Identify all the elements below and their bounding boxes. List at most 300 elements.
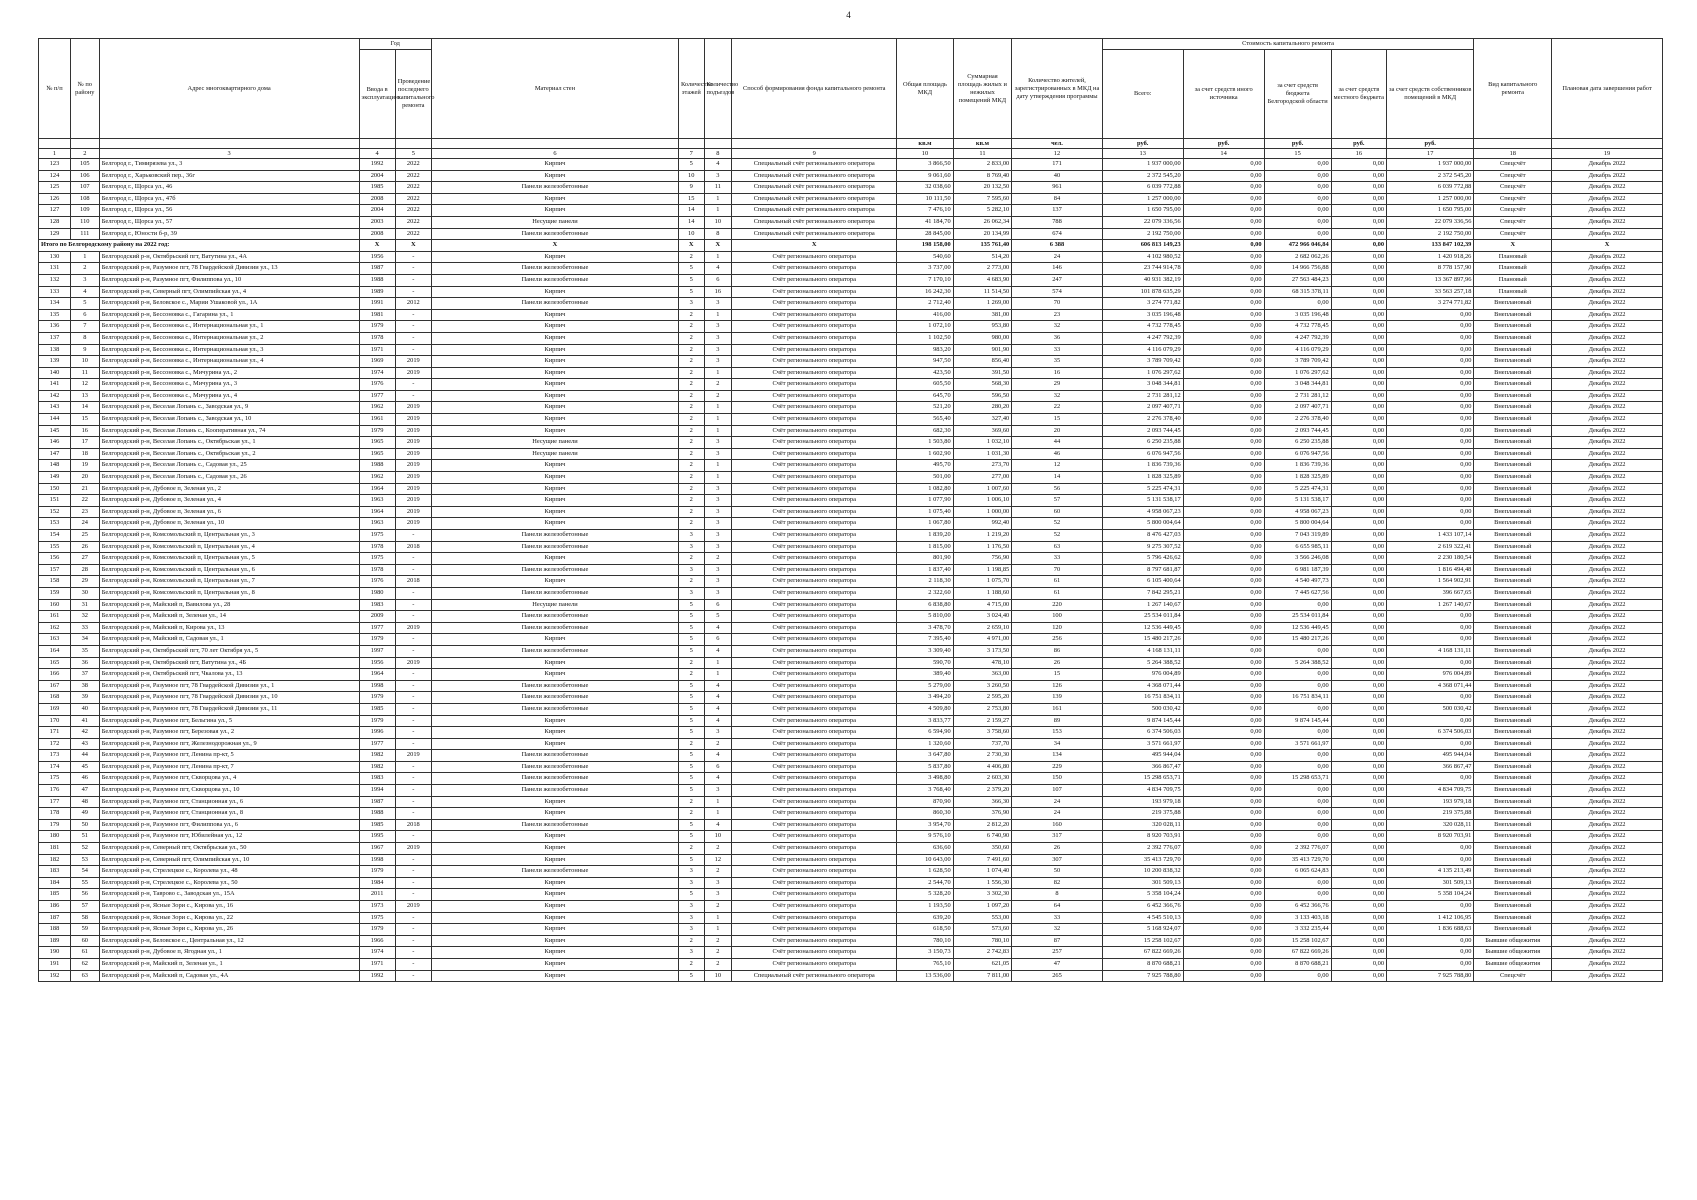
table-cell: 33 bbox=[1012, 553, 1103, 565]
table-cell: 1978 bbox=[359, 541, 395, 553]
table-cell: Панели железобетонные bbox=[431, 703, 678, 715]
unit-cell: руб. bbox=[1331, 139, 1386, 149]
table-cell: 0,00 bbox=[1331, 182, 1386, 194]
table-cell: 3 bbox=[704, 877, 732, 889]
column-number: 11 bbox=[953, 149, 1012, 159]
table-cell: 14 966 756,88 bbox=[1264, 263, 1331, 275]
table-cell: 1 188,60 bbox=[953, 587, 1012, 599]
table-cell: 0,00 bbox=[1183, 854, 1264, 866]
table-cell: 1 bbox=[704, 367, 732, 379]
table-cell: 1971 bbox=[359, 344, 395, 356]
table-cell: 1978 bbox=[359, 564, 395, 576]
table-cell: 55 bbox=[70, 877, 99, 889]
table-row bbox=[39, 634, 1663, 646]
table-cell: 0,00 bbox=[1183, 553, 1264, 565]
table-cell: 2 bbox=[678, 425, 704, 437]
col-header: за счет средств бюджета Белгородской области bbox=[1264, 50, 1331, 139]
table-cell: Белгородский р-н, Беловское с., Центральная ул., 12 bbox=[99, 935, 359, 947]
table-cell: 280,20 bbox=[953, 402, 1012, 414]
table-cell: Белгородский р-н, Комсомольский п, Центральная ул., 7 bbox=[99, 576, 359, 588]
table-cell: Кирпич bbox=[431, 402, 678, 414]
table-cell: Декабрь 2022 bbox=[1552, 866, 1663, 878]
table-cell: - bbox=[395, 680, 431, 692]
table-cell: 1963 bbox=[359, 518, 395, 530]
table-cell: 0,00 bbox=[1387, 379, 1474, 391]
table-row bbox=[39, 750, 1663, 762]
table-cell: 0,00 bbox=[1331, 495, 1386, 507]
table-cell: 4 bbox=[704, 692, 732, 704]
table-cell: 155 bbox=[39, 541, 71, 553]
table-cell: 144 bbox=[39, 414, 71, 426]
table-cell: Панели железобетонные bbox=[431, 785, 678, 797]
table-cell: 16 751 834,11 bbox=[1264, 692, 1331, 704]
table-cell: 1964 bbox=[359, 483, 395, 495]
table-cell: 23 bbox=[70, 506, 99, 518]
table-cell: 788 bbox=[1012, 216, 1103, 228]
unit-cell: руб. bbox=[1102, 139, 1183, 149]
table-cell: Белгородский р-н, Веселая Лопань с., Октябрьская ул., 2 bbox=[99, 448, 359, 460]
table-cell: Плановый bbox=[1474, 263, 1552, 275]
table-cell: Счёт регионального оператора bbox=[732, 958, 897, 970]
table-cell: 645,70 bbox=[897, 390, 953, 402]
table-cell: 0,00 bbox=[1183, 286, 1264, 298]
table-cell: 2008 bbox=[359, 228, 395, 240]
table-cell: 5 800 004,64 bbox=[1264, 518, 1331, 530]
table-cell: 177 bbox=[39, 796, 71, 808]
table-cell: 45 bbox=[70, 761, 99, 773]
table-cell: 4 545 510,13 bbox=[1102, 912, 1183, 924]
col-header: за счет средств собственников помещений в МКД bbox=[1387, 50, 1474, 139]
table-cell: 137 bbox=[39, 332, 71, 344]
table-cell: 5 282,10 bbox=[953, 205, 1012, 217]
table-cell: 0,00 bbox=[1183, 541, 1264, 553]
table-row bbox=[39, 460, 1663, 472]
table-cell: 1976 bbox=[359, 576, 395, 588]
table-cell: 0,00 bbox=[1183, 715, 1264, 727]
table-cell: 1974 bbox=[359, 947, 395, 959]
table-cell: Несущие панели bbox=[431, 599, 678, 611]
table-cell: Белгородский р-н, Бессоновка с., Интернациональная ул., 3 bbox=[99, 344, 359, 356]
table-cell: 0,00 bbox=[1183, 159, 1264, 171]
table-cell: Панели железобетонные bbox=[431, 692, 678, 704]
table-cell: 3 bbox=[704, 785, 732, 797]
unit-cell bbox=[99, 139, 359, 149]
table-cell: 15 258 102,67 bbox=[1102, 935, 1183, 947]
table-cell: Декабрь 2022 bbox=[1552, 159, 1663, 171]
table-cell: 0,00 bbox=[1331, 170, 1386, 182]
table-cell: 152 bbox=[39, 506, 71, 518]
table-cell: 40 931 382,19 bbox=[1102, 274, 1183, 286]
table-cell: 3 478,70 bbox=[897, 622, 953, 634]
table-row bbox=[39, 854, 1663, 866]
table-cell: 138 bbox=[39, 344, 71, 356]
table-cell: 8 bbox=[1012, 889, 1103, 901]
table-cell: 105 bbox=[70, 159, 99, 171]
table-cell: 1 176,50 bbox=[953, 541, 1012, 553]
table-cell: 0,00 bbox=[1183, 901, 1264, 913]
table-cell: 2019 bbox=[395, 402, 431, 414]
table-cell: Белгородский р-н, Октябрьский пгт, 70 лет Октября ул., 5 bbox=[99, 645, 359, 657]
table-cell: Декабрь 2022 bbox=[1552, 634, 1663, 646]
table-cell: 1 602,90 bbox=[897, 448, 953, 460]
table-cell: 34 bbox=[70, 634, 99, 646]
table-cell: 0,00 bbox=[1331, 518, 1386, 530]
unit-cell: руб. bbox=[1387, 139, 1474, 149]
table-cell: 1979 bbox=[359, 866, 395, 878]
table-cell: - bbox=[395, 970, 431, 982]
table-row bbox=[39, 773, 1663, 785]
table-cell: 0,00 bbox=[1331, 669, 1386, 681]
table-row bbox=[39, 622, 1663, 634]
table-cell: 6 039 772,88 bbox=[1387, 182, 1474, 194]
table-cell: 0,00 bbox=[1183, 298, 1264, 310]
table-cell: 43 bbox=[70, 738, 99, 750]
table-cell: 3 bbox=[678, 541, 704, 553]
table-cell: 0,00 bbox=[1264, 228, 1331, 240]
table-cell: 5 bbox=[678, 622, 704, 634]
table-cell: 6 452 366,76 bbox=[1264, 901, 1331, 913]
table-cell: 134 bbox=[1012, 750, 1103, 762]
table-cell: 3 bbox=[678, 947, 704, 959]
table-cell: 2004 bbox=[359, 205, 395, 217]
table-cell: 0,00 bbox=[1331, 379, 1386, 391]
table-cell: Кирпич bbox=[431, 321, 678, 333]
table-cell: 6 065 624,83 bbox=[1264, 866, 1331, 878]
table-cell: 31 bbox=[70, 599, 99, 611]
table-cell: 13 367 897,96 bbox=[1387, 274, 1474, 286]
table-row bbox=[39, 518, 1663, 530]
table-cell: Бывшие общежития bbox=[1474, 947, 1552, 959]
table-cell: 416,00 bbox=[897, 309, 953, 321]
table-cell: 0,00 bbox=[1331, 947, 1386, 959]
table-row bbox=[39, 344, 1663, 356]
table-cell: 2022 bbox=[395, 193, 431, 205]
table-cell: 1 267 140,67 bbox=[1387, 599, 1474, 611]
table-cell: 5 bbox=[678, 889, 704, 901]
table-cell: - bbox=[395, 587, 431, 599]
table-cell: 7 395,40 bbox=[897, 634, 953, 646]
table-cell: 1 836 739,36 bbox=[1264, 460, 1331, 472]
table-cell: 3 bbox=[704, 495, 732, 507]
table-cell: 1979 bbox=[359, 924, 395, 936]
table-cell: 0,00 bbox=[1331, 344, 1386, 356]
table-cell: 2 bbox=[704, 390, 732, 402]
table-cell: 1 564 902,91 bbox=[1387, 576, 1474, 588]
table-cell: 1979 bbox=[359, 634, 395, 646]
table-cell: 363,00 bbox=[953, 669, 1012, 681]
table-cell: 0,00 bbox=[1331, 576, 1386, 588]
table-cell: 1977 bbox=[359, 738, 395, 750]
table-cell: Счёт регионального оператора bbox=[732, 877, 897, 889]
table-cell: 1 257 000,00 bbox=[1387, 193, 1474, 205]
table-cell: 1 bbox=[704, 414, 732, 426]
table-cell: 176 bbox=[39, 785, 71, 797]
table-cell: X bbox=[1552, 240, 1663, 252]
table-cell: Внеплановый bbox=[1474, 634, 1552, 646]
table-cell: 0,00 bbox=[1331, 321, 1386, 333]
table-cell: Декабрь 2022 bbox=[1552, 541, 1663, 553]
table-cell: 0,00 bbox=[1387, 414, 1474, 426]
table-cell: 3 bbox=[678, 912, 704, 924]
table-cell: 0,00 bbox=[1264, 889, 1331, 901]
table-cell: - bbox=[395, 564, 431, 576]
table-cell: 82 bbox=[1012, 877, 1103, 889]
table-row bbox=[39, 472, 1663, 484]
table-cell: Белгород г., Щорса ул., 57 bbox=[99, 216, 359, 228]
table-cell: Счёт регионального оператора bbox=[732, 773, 897, 785]
table-cell: Внеплановый bbox=[1474, 402, 1552, 414]
table-cell: 0,00 bbox=[1183, 414, 1264, 426]
table-cell: Внеплановый bbox=[1474, 298, 1552, 310]
table-cell: 0,00 bbox=[1331, 645, 1386, 657]
table-cell: 0,00 bbox=[1183, 344, 1264, 356]
table-cell: Белгородский р-н, Майский п, Кирова ул., 13 bbox=[99, 622, 359, 634]
table-cell: Белгородский р-н, Майский п, Вавилова ул., 28 bbox=[99, 599, 359, 611]
table-cell: Кирпич bbox=[431, 286, 678, 298]
table-cell: 20 bbox=[70, 472, 99, 484]
table-row bbox=[39, 367, 1663, 379]
table-cell: 0,00 bbox=[1183, 750, 1264, 762]
table-cell: Кирпич bbox=[431, 483, 678, 495]
unit-cell bbox=[359, 139, 395, 149]
table-cell: 0,00 bbox=[1264, 599, 1331, 611]
table-cell: 9 874 145,44 bbox=[1264, 715, 1331, 727]
table-cell: 0,00 bbox=[1387, 495, 1474, 507]
table-cell: 0,00 bbox=[1331, 831, 1386, 843]
table-cell: - bbox=[395, 785, 431, 797]
unit-cell bbox=[431, 139, 678, 149]
table-cell: 63 bbox=[1012, 541, 1103, 553]
table-cell: 57 bbox=[70, 901, 99, 913]
table-cell: Белгородский р-н, Разумное пгт, 78 Гвардейской Дивизии ул., 10 bbox=[99, 692, 359, 704]
table-cell: 0,00 bbox=[1264, 785, 1331, 797]
table-cell: 1 bbox=[704, 205, 732, 217]
table-cell: - bbox=[395, 738, 431, 750]
table-cell: Декабрь 2022 bbox=[1552, 901, 1663, 913]
table-cell: Декабрь 2022 bbox=[1552, 425, 1663, 437]
table-cell: 0,00 bbox=[1183, 367, 1264, 379]
table-cell: 606 813 149,23 bbox=[1102, 240, 1183, 252]
table-cell: 2018 bbox=[395, 576, 431, 588]
table-cell: X bbox=[1474, 240, 1552, 252]
table-cell: 111 bbox=[70, 228, 99, 240]
table-cell: 193 979,18 bbox=[1102, 796, 1183, 808]
table-cell: 39 bbox=[70, 692, 99, 704]
table-row bbox=[39, 309, 1663, 321]
table-cell: 4 958 067,23 bbox=[1102, 506, 1183, 518]
table-cell: 1973 bbox=[359, 901, 395, 913]
column-number: 7 bbox=[678, 149, 704, 159]
table-cell: Белгородский р-н, Разумное пгт, Филиппова ул., 6 bbox=[99, 819, 359, 831]
table-cell: 5 bbox=[678, 634, 704, 646]
table-cell: 3 bbox=[704, 564, 732, 576]
table-cell: 3 bbox=[678, 530, 704, 542]
table-cell: 60 bbox=[1012, 506, 1103, 518]
table-cell: 3 024,40 bbox=[953, 611, 1012, 623]
table-cell: 0,00 bbox=[1183, 193, 1264, 205]
table-cell: 2012 bbox=[395, 298, 431, 310]
table-cell: 8 870 688,21 bbox=[1264, 958, 1331, 970]
table-cell: Специальный счёт регионального оператора bbox=[732, 170, 897, 182]
table-cell: Счёт регионального оператора bbox=[732, 599, 897, 611]
table-cell: 256 bbox=[1012, 634, 1103, 646]
table-cell: Белгородский р-н, Майский п, Садовая ул., 1 bbox=[99, 634, 359, 646]
table-cell: 188 bbox=[39, 924, 71, 936]
table-cell: 3 309,40 bbox=[897, 645, 953, 657]
table-cell: 0,00 bbox=[1331, 889, 1386, 901]
table-cell: 1984 bbox=[359, 877, 395, 889]
table-cell: Декабрь 2022 bbox=[1552, 587, 1663, 599]
table-cell: 2 bbox=[678, 553, 704, 565]
table-cell: 7 925 788,80 bbox=[1387, 970, 1474, 982]
table-cell: 366 867,47 bbox=[1387, 761, 1474, 773]
table-cell: Плановый bbox=[1474, 286, 1552, 298]
table-cell: 1 076 297,62 bbox=[1264, 367, 1331, 379]
table-cell: Декабрь 2022 bbox=[1552, 947, 1663, 959]
table-cell: Плановый bbox=[1474, 274, 1552, 286]
table-cell: 423,50 bbox=[897, 367, 953, 379]
table-cell: 15 480 217,26 bbox=[1102, 634, 1183, 646]
table-cell: 1 433 107,14 bbox=[1387, 530, 1474, 542]
table-cell: 6 452 366,76 bbox=[1102, 901, 1183, 913]
table-cell: 1981 bbox=[359, 309, 395, 321]
table-row bbox=[39, 506, 1663, 518]
table-cell: Панели железобетонные bbox=[431, 761, 678, 773]
column-number: 8 bbox=[704, 149, 732, 159]
table-cell: 0,00 bbox=[1183, 587, 1264, 599]
table-cell: 307 bbox=[1012, 854, 1103, 866]
table-cell: Внеплановый bbox=[1474, 680, 1552, 692]
table-cell: Бывшие общежития bbox=[1474, 935, 1552, 947]
table-cell: Кирпич bbox=[431, 727, 678, 739]
table-cell: Несущие панели bbox=[431, 437, 678, 449]
table-cell: 1983 bbox=[359, 599, 395, 611]
table-cell: Белгородский р-н, Комсомольский п, Центральная ул., 6 bbox=[99, 564, 359, 576]
table-cell: Счёт регионального оператора bbox=[732, 587, 897, 599]
table-cell: 67 822 669,26 bbox=[1264, 947, 1331, 959]
table-cell: Белгородский р-н, Разумное пгт, Филиппова ул., 10 bbox=[99, 274, 359, 286]
table-cell: Панели железобетонные bbox=[431, 587, 678, 599]
table-row bbox=[39, 669, 1663, 681]
table-cell: 5 bbox=[678, 274, 704, 286]
table-cell: 84 bbox=[1012, 193, 1103, 205]
table-cell: 8 bbox=[70, 332, 99, 344]
table-cell: 4 bbox=[704, 750, 732, 762]
table-cell: 2019 bbox=[395, 448, 431, 460]
table-cell: Счёт регионального оператора bbox=[732, 727, 897, 739]
table-cell: 2 118,30 bbox=[897, 576, 953, 588]
table-cell: 3 bbox=[704, 170, 732, 182]
column-number: 12 bbox=[1012, 149, 1103, 159]
table-cell: 190 bbox=[39, 947, 71, 959]
table-cell: 1998 bbox=[359, 680, 395, 692]
table-cell: Декабрь 2022 bbox=[1552, 506, 1663, 518]
table-cell: Декабрь 2022 bbox=[1552, 321, 1663, 333]
table-cell: 44 bbox=[70, 750, 99, 762]
table-cell: Декабрь 2022 bbox=[1552, 808, 1663, 820]
table-cell: 0,00 bbox=[1387, 935, 1474, 947]
table-cell: 143 bbox=[39, 402, 71, 414]
table-cell: 183 bbox=[39, 866, 71, 878]
table-cell: 141 bbox=[39, 379, 71, 391]
table-cell: Внеплановый bbox=[1474, 483, 1552, 495]
table-cell: 6 250 235,88 bbox=[1102, 437, 1183, 449]
table-cell: 6 740,90 bbox=[953, 831, 1012, 843]
table-row bbox=[39, 159, 1663, 171]
table-cell: Внеплановый bbox=[1474, 854, 1552, 866]
table-cell: 2022 bbox=[395, 216, 431, 228]
table-cell: 0,00 bbox=[1331, 332, 1386, 344]
table-cell: Счёт регионального оператора bbox=[732, 344, 897, 356]
table-cell: 3 bbox=[704, 321, 732, 333]
table-cell: Внеплановый bbox=[1474, 599, 1552, 611]
table-cell: 0,00 bbox=[1331, 193, 1386, 205]
table-cell: 0,00 bbox=[1264, 170, 1331, 182]
table-cell: Декабрь 2022 bbox=[1552, 680, 1663, 692]
table-cell: 24 bbox=[1012, 808, 1103, 820]
table-cell: - bbox=[395, 344, 431, 356]
table-cell: 0,00 bbox=[1331, 356, 1386, 368]
table-cell: Внеплановый bbox=[1474, 657, 1552, 669]
col-header: Количество подъездов bbox=[704, 39, 732, 139]
table-cell: 0,00 bbox=[1331, 541, 1386, 553]
table-cell: 2 bbox=[704, 843, 732, 855]
table-cell: 2 bbox=[678, 935, 704, 947]
table-cell: 52 bbox=[1012, 518, 1103, 530]
table-cell: 3 150,73 bbox=[897, 947, 953, 959]
table-cell: 23 bbox=[1012, 309, 1103, 321]
table-cell: 0,00 bbox=[1183, 495, 1264, 507]
table-cell: 54 bbox=[70, 866, 99, 878]
table-cell: Панели железобетонные bbox=[431, 263, 678, 275]
table-cell: 396 667,65 bbox=[1387, 587, 1474, 599]
table-cell: 1 650 795,00 bbox=[1102, 205, 1183, 217]
table-cell: 15 298 653,71 bbox=[1264, 773, 1331, 785]
table-cell: Белгородский р-н, Майский п, Зеленая ул., 1 bbox=[99, 958, 359, 970]
table-cell: 48 bbox=[70, 796, 99, 808]
table-cell: 9 bbox=[678, 182, 704, 194]
table-cell: Внеплановый bbox=[1474, 692, 1552, 704]
table-cell: 42 bbox=[70, 727, 99, 739]
table-cell: 3 332 235,44 bbox=[1264, 924, 1331, 936]
table-cell: 20 132,50 bbox=[953, 182, 1012, 194]
table-cell: 0,00 bbox=[1183, 576, 1264, 588]
table-cell: 33 563 257,18 bbox=[1387, 286, 1474, 298]
column-number: 14 bbox=[1183, 149, 1264, 159]
table-cell: 0,00 bbox=[1264, 680, 1331, 692]
table-cell: 5 bbox=[678, 159, 704, 171]
table-cell: 2 812,20 bbox=[953, 819, 1012, 831]
table-cell: 1982 bbox=[359, 761, 395, 773]
table-cell: 1 320,60 bbox=[897, 738, 953, 750]
table-cell: 198 158,00 bbox=[897, 240, 953, 252]
table-cell: Спецсчёт bbox=[1474, 159, 1552, 171]
table-cell: 159 bbox=[39, 587, 71, 599]
table-cell: Внеплановый bbox=[1474, 344, 1552, 356]
table-cell: 150 bbox=[39, 483, 71, 495]
table-cell: 0,00 bbox=[1183, 170, 1264, 182]
table-row bbox=[39, 251, 1663, 263]
table-cell: Кирпич bbox=[431, 669, 678, 681]
table-cell: 1956 bbox=[359, 251, 395, 263]
table-cell: 1989 bbox=[359, 286, 395, 298]
table-row bbox=[39, 866, 1663, 878]
table-cell: 1961 bbox=[359, 414, 395, 426]
table-cell: Декабрь 2022 bbox=[1552, 831, 1663, 843]
table-cell: 3 789 709,42 bbox=[1102, 356, 1183, 368]
table-cell: 500 030,42 bbox=[1387, 703, 1474, 715]
table-cell: Внеплановый bbox=[1474, 390, 1552, 402]
